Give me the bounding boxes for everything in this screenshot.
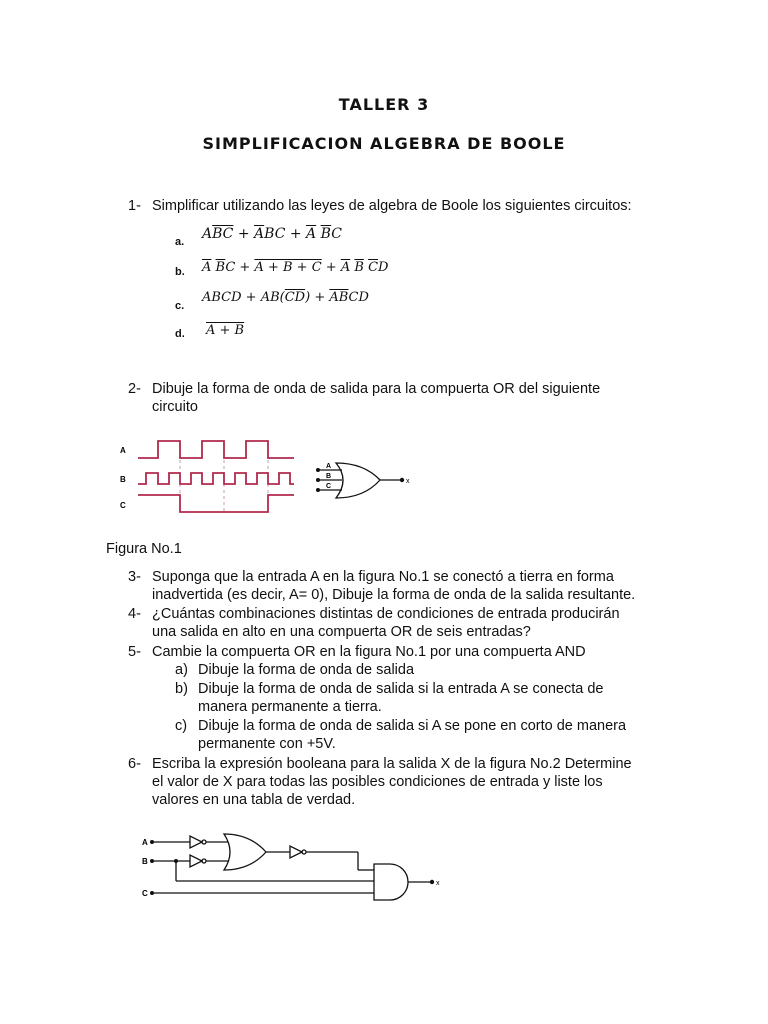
q5-sub-c-text-line2: permanente con +5V. [198, 736, 336, 752]
q2-number: 2- [128, 381, 141, 397]
q5-text: Cambie la compuerta OR en la figura No.1 por una compuerta AND [152, 644, 586, 660]
q5-sub-b-text-line2: manera permanente a tierra. [198, 699, 382, 715]
gate-input-a: A [326, 463, 332, 470]
q5-sub-c-text-line1: Dibuje la forma de onda de salida si A se pone en corto de manera [198, 718, 627, 734]
q1-expr-c: ABCD + $AB(\overline{CD}) + \overline{AB}CD$ [202, 290, 369, 305]
q5-sub-a-text: Dibuje la forma de onda de salida [198, 662, 415, 678]
figure2-circuit [138, 826, 458, 916]
q1-item-c-label: c. [175, 300, 185, 312]
wave-label-b: B [120, 475, 126, 484]
q3-text-line1: Suponga que la entrada A en la figura No.1 se conectó a tierra en forma [152, 569, 614, 585]
q4-text-line2: una salida en alto en una compuerta OR de seis entradas? [152, 624, 531, 640]
waveform-b [138, 473, 294, 484]
figure1-caption: Figura No.1 [106, 541, 182, 557]
q5-sub-a-label: a) [175, 662, 188, 678]
circuit-label-a: A [142, 838, 148, 847]
circuit-label-b: B [142, 857, 148, 866]
q6-text-line1: Escriba la expresión booleana para la salida X de la figura No.2 Determine [152, 756, 632, 772]
wave-label-c: C [120, 501, 126, 510]
q1-expr-a: $A\overline{BC} + \overline{A}BC + \overline{A}$ $\overline{B}C$ [202, 226, 342, 242]
page-subtitle: SIMPLIFICACION ALGEBRA DE BOOLE [202, 134, 566, 153]
figure1-waveforms [112, 432, 302, 522]
q1-number: 1- [128, 198, 141, 214]
q4-text-line1: ¿Cuántas combinaciones distintas de condiciones de entrada producirán [152, 606, 620, 622]
q3-number: 3- [128, 569, 141, 585]
q1-item-b-label: b. [175, 266, 185, 278]
q5-sub-b-text-line1: Dibuje la forma de onda de salida si la entrada A se conecta de [198, 681, 604, 697]
q6-number: 6- [128, 756, 141, 772]
figure1-or-gate [312, 458, 422, 508]
q2-text-line1: Dibuje la forma de onda de salida para la compuerta OR del siguiente [152, 381, 601, 397]
q2-text-line2: circuito [152, 399, 198, 415]
q1-expr-b: $\overline{A}$ $\overline{B}C + A + B + C + \overline{A}$ $\overline{B}$ $\overline{C}D$ [202, 260, 389, 275]
q4-number: 4- [128, 606, 141, 622]
circuit-label-c: C [142, 889, 148, 898]
circuit-output-x: x [436, 880, 440, 887]
page-title: TALLER 3 [338, 95, 430, 114]
q3-text-line2: inadvertida (es decir, A= 0), Dibuje la forma de onda de la salida resultante. [152, 587, 636, 603]
q5-sub-b-label: b) [175, 681, 188, 697]
waveform-a [138, 441, 294, 458]
wave-label-a: A [120, 446, 126, 455]
gate-output-x: x [406, 478, 410, 485]
gate-input-c: C [326, 483, 332, 490]
q6-text-line3: valores en una tabla de verdad. [152, 792, 356, 808]
waveform-c [138, 495, 294, 512]
q1-text: Simplificar utilizando las leyes de algebra de Boole los siguientes circuitos: [152, 198, 632, 214]
q1-item-a-label: a. [175, 236, 185, 248]
q5-sub-c-label: c) [175, 718, 188, 734]
gate-input-b: B [326, 473, 332, 480]
q6-text-line2: el valor de X para todas las posibles condiciones de entrada y liste los [152, 774, 603, 790]
q5-number: 5- [128, 644, 141, 660]
q1-item-d-label: d. [175, 328, 185, 340]
q1-expr-d: A + B [206, 323, 245, 338]
